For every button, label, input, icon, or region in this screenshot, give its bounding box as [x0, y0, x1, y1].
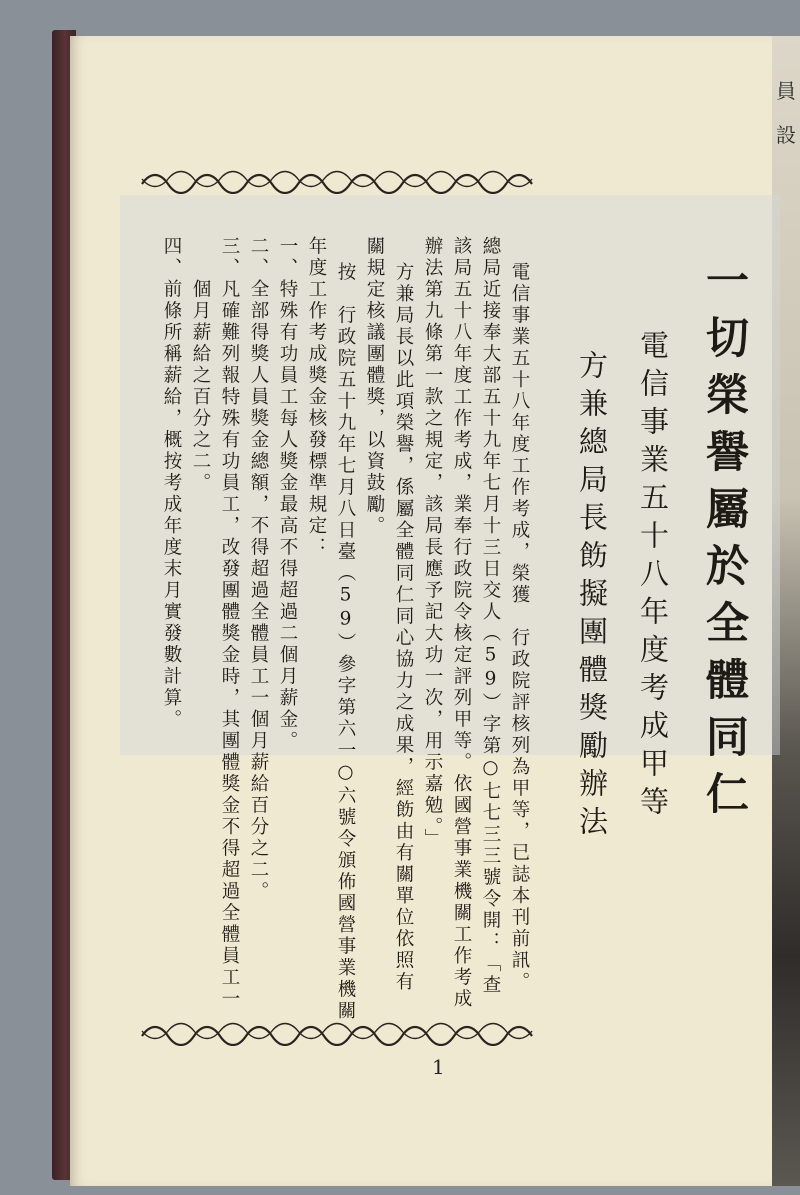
subtitle-line: 方兼總局長飭擬團體獎勵辦法: [575, 350, 609, 844]
body-column: 按 行政院五十九年七月八日臺（59）參字第六一○六號令頒佈國營事業機關: [335, 262, 356, 1022]
body-column: 辦法第九條第一款之規定，該局長應予記大功一次，用示嘉勉。」: [422, 236, 443, 851]
body-column: 四、前條所稱薪給，概按考成年度末月實發數計算。: [161, 236, 182, 731]
body-column: 總局近接奉大部五十九年七月十三日交人（59）字第○七七三三號令開：「查: [480, 236, 501, 996]
body-column: 該局五十八年度工作考成，業奉行政院令核定評列甲等。依國營事業機關工作考成: [451, 236, 472, 1010]
body-column: 電信事業五十八年度工作考成，榮獲 行政院評核列為甲等，已誌本刊前訊。: [509, 262, 530, 993]
top-wave-ornament: [140, 168, 535, 194]
body-column: 二、全部得獎人員獎金總額，不得超過全體員工一個月薪給百分之二。: [248, 236, 269, 903]
body-column: 年度工作考成獎金核發標準規定：: [306, 236, 327, 559]
subtitle-line: 電信事業五十八年度考成甲等: [636, 330, 670, 824]
body-column: 方兼局長以此項榮譽，係屬全體同仁同心協力之成果，經飭由有關單位依照有: [393, 262, 414, 993]
body-column: 關規定核議團體獎，以資鼓勵。: [364, 236, 385, 537]
page-number: 1: [432, 1055, 445, 1079]
adjacent-page-fragment: 員: [776, 79, 796, 103]
adjacent-page-fragment: 設: [776, 123, 796, 147]
body-column: 一、特殊有功員工每人獎金最高不得超過二個月薪金。: [277, 236, 298, 752]
bottom-wave-ornament: [140, 1020, 535, 1046]
body-column: 個月薪給之百分之二。: [190, 236, 211, 494]
page-title: 一切榮譽屬於全體同仁: [699, 258, 749, 828]
body-column: 三、凡確難列報特殊有功員工，改發團體獎金時，其團體獎金不得超過全體員工一: [219, 236, 240, 1010]
